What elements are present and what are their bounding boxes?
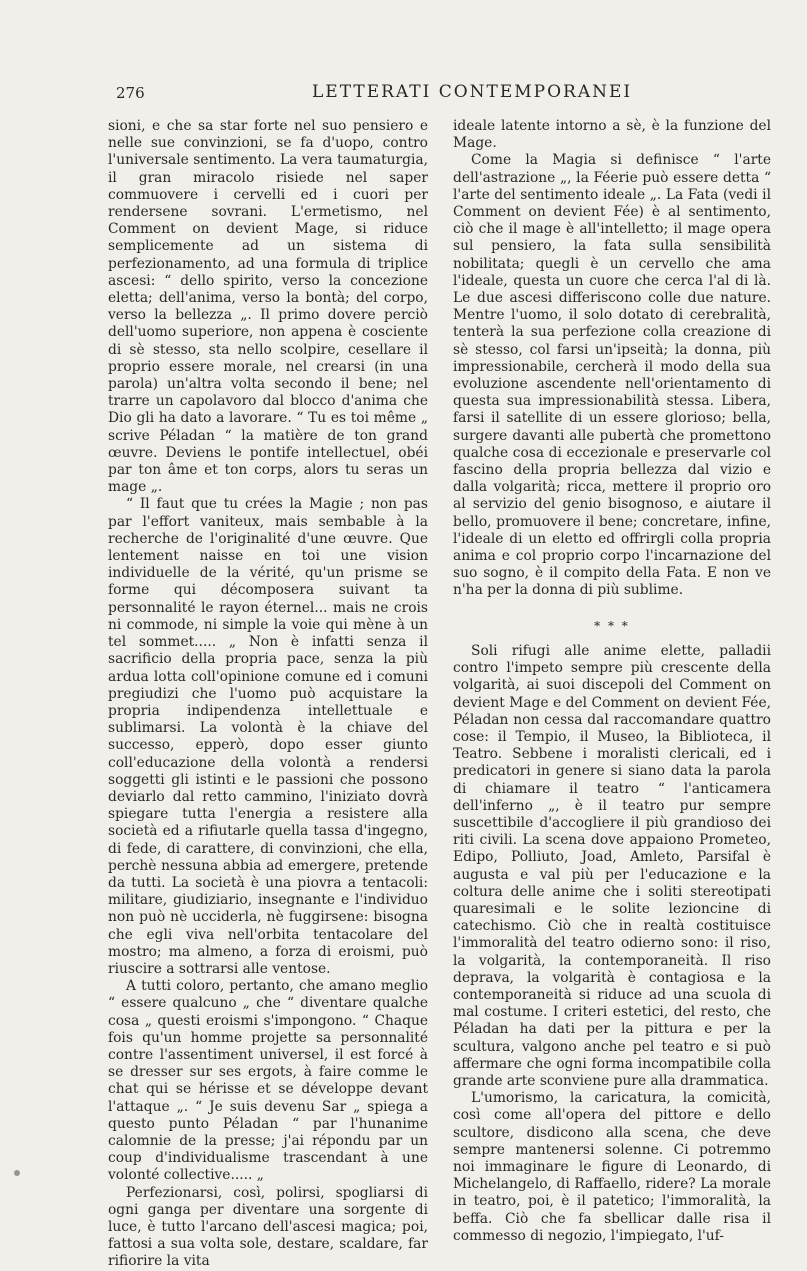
paragraph: Perfezionarsi, così, polirsi, spogliarsi di ogni ganga per diventare una sorgente di luce, è tutto l'arcano dell'ascesi magica; poi, fattosi a sua volta sole, destare, scaldare, far rifiorire la vita <box>108 1184 428 1270</box>
paragraph: sioni, e che sa star forte nel suo pensiero e nelle sue convinzioni, se fa d'uopo, contro l'universale sentimento. La vera taumaturgia, il gran miracolo risiede nel saper commuovere i cervelli ed i cuori per rendersene sovrani. L'ermetismo, nel Comment on devient Mage, si riduce semplicemente ad un sistema di perfezionamento, ad una formula di triplice ascesi: “ dello spirito, verso la concezione eletta; dell'anima, verso la bontà; del corpo, verso la bellezza „. Il primo dovere perciò dell'uomo superiore, non appena è cosciente di sè stesso, sta nello scolpire, cesellare il proprio essere morale, nel crearsi (in una parola) un'altra volta secondo il bene; nel trarre un capolavoro dal blocco d'anima che Dio gli ha dato a lavorare. “ Tu es toi même „ scrive Péladan “ la matière de ton grand œuvre. Deviens le pontife intellectuel, obéi par ton âme et ton corps, alors tu seras un mage „. <box>108 118 428 496</box>
left-column <box>108 118 428 1271</box>
paper-speck <box>14 1170 20 1176</box>
paragraph: A tutti coloro, pertanto, che amano meglio “ essere qualcuno „ che “ diventare qualche cosa „ questi eroismi s'impongono. “ Chaque fois qu'un homme projette sa personnalité contre l'assentiment universel, il est forcé à se dresser sur ses ergots, à faire comme le chat qui se hérisse et se développe devant l'attaque „. “ Je suis devenu Sar „ spiega a questo punto Péladan “ par l'hunanime calomnie de la presse; j'ai répondu par un coup d'individualisme trascendant à une volonté collective..... „ <box>108 978 428 1184</box>
page-header <box>0 80 807 110</box>
running-title: LETTERATI CONTEMPORANEI <box>312 82 633 102</box>
paragraph: L'umorismo, la caricatura, la comicità, così come all'opera del pittore e dello scultore, disdicono alla scena, che deve sempre mantenersi solenne. Ci potremmo noi immaginare le figure di Leonardo, di Michelangelo, di Raffaello, ridere? La morale in teatro, poi, è il patetico; l'immoralità, la beffa. Ciò che fa sbellicar dalle risa il commesso di negozio, l'impiegato, l'uf- <box>453 1090 771 1244</box>
right-column <box>453 118 771 1245</box>
paragraph: Come la Magia si definisce “ l'arte dell'astrazione „, la Féerie può essere detta “ l'arte del sentimento ideale „. La Fata (vedi il Comment on devient Fée) è al sentimento, ciò che il mage è all'intelletto; il mage opera sul pensiero, la fata sulla sensibilità nobilitata; quegli è un cervello che ama l'ideale, questa un cuore che cerca l'al di là. Le due ascesi differiscono colle due nature. Mentre l'uomo, il solo dotato di cerebralità, tenterà la sua perfezione colla creazione di sè stesso, col farsi un'ipseità; la donna, più impressionabile, cercherà il modo della sua evoluzione ascendente nell'orientamento di questa sua impressionabilità stessa. Libera, farsi il satellite di un essere glorioso; bella, surgere davanti alle pubertà che promettono qualche cosa di eccezionale e preservarle col fascino della propria bellezza dal vizio e dalla volgarità; ricca, mettere il proprio oro al servizio del genio bisognoso, e aiutare il bello, promuovere il bene; concretare, infine, l'ideale di un eletto ed offrirgli colla propria anima e col proprio corpo l'incarnazione del suo sogno, è il compito della Fata. E non ve n'ha per la donna di più sublime. <box>453 152 771 599</box>
section-separator: * * * <box>594 618 630 633</box>
paragraph: ideale latente intorno a sè, è la funzione del Mage. <box>453 118 771 152</box>
paragraph: “ Il faut que tu crées la Magie ; non pas par l'effort vaniteux, mais sembable à la recherche de l'originalité d'une œuvre. Que lentement naisse en toi une vision individuelle de la vérité, qu'un prisme se forme qui décomposera suivant ta personnalité le rayon éternel... mais ne crois ni commode, ni simple la voie qui mène à un tel sommet..... „ Non è infatti senza il sacrificio della propria pace, senza la più ardua lotta coll'opinione comune ed i comuni pregiudizi che l'uomo può acquistare la propria indipendenza intellettuale e sublimarsi. La volontà è la chiave del successo, epperò, dopo esser giunto coll'educazione della volontà a rendersi soggetti gli istinti e le passioni che possono deviarlo dal retto cammino, l'iniziato dovrà spiegare tutta l'energia a resistere alla società ed a rifiutarle quella tassa d'ingegno, di fede, di carattere, di convinzioni, che ella, perchè nessuna abbia ad emergere, pretende da tutti. La società è una piovra a tentacoli: militare, giudiziario, insegnante e l'individuo non può nè ucciderla, nè fuggirsene: bisogna che egli viva nell'orbita tentacolare del mostro; ma almeno, a forza di eroismi, può riuscire a sottrarsi alle ventose. <box>108 496 428 977</box>
paragraph: Soli rifugi alle anime elette, palladii contro l'impeto sempre più crescente della volgarità, ai suoi discepoli del Comment on devient Mage e del Comment on devient Fée, Péladan non cessa dal raccomandare quattro cose: il Tempio, il Museo, la Biblioteca, il Teatro. Sebbene i moralisti clericali, ed i predicatori in genere si siano data la parola di chiamare il teatro “ l'anticamera dell'inferno „, è il teatro pur sempre suscettibile d'accogliere il più grandioso dei riti civili. La scena dove appaiono Prometeo, Edipo, Polliuto, Joad, Amleto, Parsifal è augusta e val più per l'educazione e la coltura delle anime che i soliti stereotipati quaresimali e le solite lezioncine di catechismo. Ciò che in realtà costituisce l'immoralità del teatro odierno sono: il riso, la volgarità, la contemporaneità. Il riso deprava, la volgarità è contagiosa e la contemporaneità si riduce ad una scuola di mal costume. I criteri estetici, del resto, che Péladan ha dati per la pittura e per la scultura, valgono anche pel teatro e si può affermare che ogni forma incompatibile colla grande arte sconviene pure alla drammatica. <box>453 642 771 1089</box>
page-number: 276 <box>116 84 145 102</box>
